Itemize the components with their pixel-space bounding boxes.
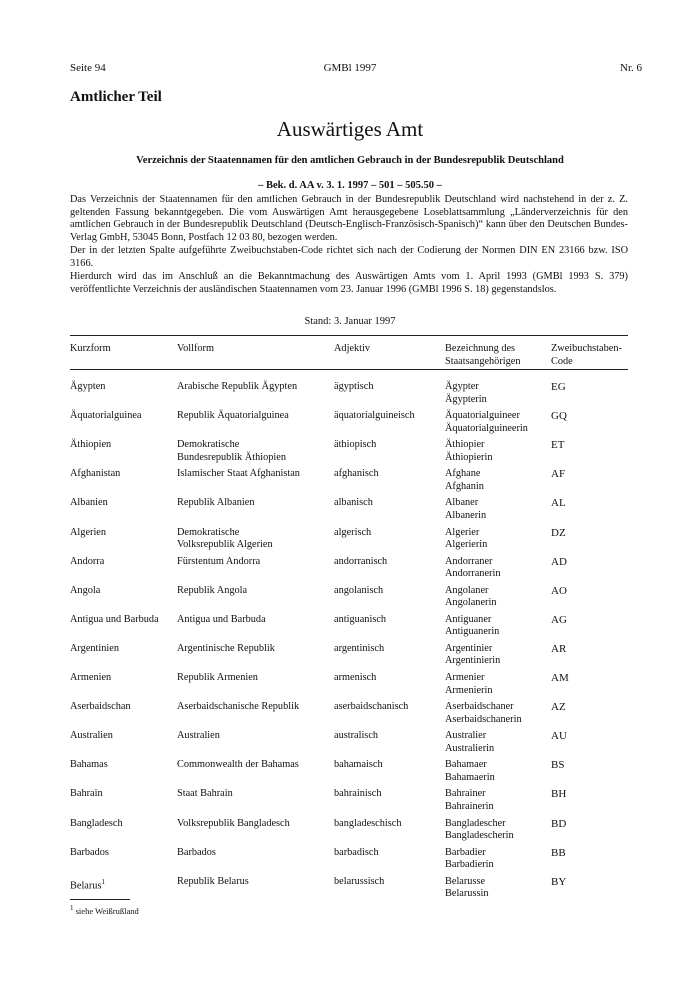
cell-code: BD [551,817,567,830]
cell-staatsangehoerige: Argentinier Argentinierin [445,642,501,667]
table-header-rule [70,369,628,370]
cell-kurzform: Argentinien [70,642,119,654]
cell-vollform: Republik Albanien [177,497,255,509]
cell-adjektiv: angolanisch [334,584,384,596]
cell-vollform: Staat Bahrain [177,788,233,800]
cell-kurzform: Bangladesch [70,817,123,829]
table-row [0,527,700,555]
cell-adjektiv: antiguanisch [334,613,387,625]
table-row [0,788,700,816]
column-header-kurzform: Kurzform [70,343,111,354]
table-top-rule [70,335,628,336]
cell-code: AZ [551,701,566,714]
column-header-adjektiv: Adjektiv [334,343,371,354]
cell-staatsangehoerige: Ägypter Ägypterin [445,381,487,405]
column-header-staatsangehoerige: Bezeichnung des Staatsangehörigen [445,343,521,367]
cell-adjektiv: armenisch [334,672,377,683]
code-paragraph: Der in der letzten Spalte aufgeführte Zweibuchstaben-Code richtet sich nach der Codierung der Normen DIN EN 23166 bzw. ISO 3166. [70,245,628,269]
cell-code: BS [551,759,565,772]
cell-adjektiv: bangladeschisch [334,817,402,829]
cell-adjektiv: ägyptisch [334,381,374,392]
cell-vollform: Antigua und Barbuda [177,613,266,625]
table-row [0,759,700,787]
cell-adjektiv: australisch [334,730,379,742]
cell-adjektiv: äthiopisch [334,439,377,451]
cell-vollform: Arabische Republik Ägypten [177,381,298,392]
cell-adjektiv: aserbaidschanisch [334,701,409,713]
cell-staatsangehoerige: Angolaner Angolanerin [445,584,497,609]
cell-staatsangehoerige: Äquatorialguineer Äquatorialguineerin [445,410,528,434]
cell-code: AL [551,497,566,510]
cell-staatsangehoerige: Antiguaner Antiguanerin [445,613,500,638]
intro-paragraph: Das Verzeichnis der Staatennamen für den amtlichen Gebrauch in der Bundesrepublik Deutschland wird nachstehend in der z. Z. geltenden Fassung bekanntgegeben. Die vom Auswärtigen Amt herausgegebene Loseblattsammlung „Länderverzeichnis für den amtlichen Gebrauch in der Bundesrepublik Deutschland (Deutsch-Englisch-Französisch-Spanisch)“ kann über den Deutschen Bundes-Verlag GmbH, 53045 Bonn, Postfach 12 03 80, bezogen werden. [70,194,628,243]
table-row [0,410,700,438]
cell-vollform: Australien [177,730,220,742]
cell-kurzform: Andorra [70,555,105,567]
cell-kurzform: Algerien [70,526,107,538]
cell-staatsangehoerige: Bahrainer Bahrainerin [445,788,494,812]
table-row [0,497,700,525]
cell-code: AM [551,672,569,684]
cell-code: AO [551,584,567,597]
cell-adjektiv: argentinisch [334,642,385,654]
cell-adjektiv: algerisch [334,526,372,538]
cell-kurzform: Armenien [70,672,112,683]
cell-code: AG [551,613,567,626]
cell-vollform: Demokratische Volksrepublik Algerien [177,526,273,550]
cell-vollform: Argentinische Republik [177,642,275,654]
cell-staatsangehoerige: Bangladescher Bangladescherin [445,817,514,841]
issue-number: Nr. 6 [620,62,642,74]
column-header-code: Zweibuchstaben- Code [551,343,622,367]
cell-vollform: Republik Belarus [177,875,249,887]
table-row [0,643,700,671]
cell-staatsangehoerige: Aserbaidschaner Aserbaidschanerin [445,701,522,725]
cell-vollform: Islamischer Staat Afghanistan [177,468,300,480]
page-title: Auswärtiges Amt [276,117,424,141]
cell-adjektiv: afghanisch [334,468,379,480]
cell-vollform: Volksrepublik Bangladesch [177,817,290,829]
cell-code: BY [551,875,567,888]
cell-code: BB [551,846,566,859]
cell-vollform: Republik Äquatorialguinea [177,410,289,422]
table-row [0,614,700,642]
cell-vollform: Aserbaidschanische Republik [177,701,300,713]
cell-staatsangehoerige: Belarusse Belarussin [445,875,489,900]
cell-staatsangehoerige: Afghane Afghanin [445,468,484,492]
cell-kurzform: Aserbaidschan [70,701,131,713]
footnote: $^1$ siehe Weißrußland [70,904,139,916]
table-row [0,585,700,613]
table-row [0,847,700,875]
cell-adjektiv: andorranisch [334,555,388,567]
page-number: Seite 94 [70,62,106,74]
cell-kurzform: Antigua und Barbuda [70,613,159,625]
cell-adjektiv: bahamaisch [334,759,383,771]
footnote-marker: 1 [101,877,105,886]
cell-code: DZ [551,526,566,539]
section-heading: Amtlicher Teil [70,89,162,105]
cell-code: EG [551,381,566,393]
cell-vollform: Barbados [177,846,216,858]
cell-kurzform: Barbados [70,846,109,858]
cell-kurzform: Äquatorialguinea [70,410,142,422]
cell-staatsangehoerige: Albaner Albanerin [445,497,487,521]
cell-kurzform: Belarus$^1$ [70,877,105,892]
cell-adjektiv: belarussisch [334,875,385,887]
cell-staatsangehoerige: Andorraner Andorranerin [445,555,501,580]
publication-name: GMBl 1997 [323,62,377,74]
cell-staatsangehoerige: Armenier Armenierin [445,672,493,696]
cell-kurzform: Angola [70,584,101,596]
cell-code: AU [551,730,567,743]
status-date: Stand: 3. Januar 1997 [304,316,396,327]
supersede-paragraph: Hierdurch wird das im Anschluß an die Bekanntmachung des Auswärtigen Amts vom 1. April 1993 (GMBl 1993 S. 379) veröffentlichte Verzeichnis der ausländischen Staatennamen vom 23. Januar 1996 (GMBl 1996 S. 18) gegenstandslos. [70,271,628,295]
cell-code: AF [551,468,566,481]
cell-adjektiv: äquatorialguineisch [334,410,415,422]
cell-adjektiv: albanisch [334,497,373,509]
cell-vollform: Republik Armenien [177,672,258,683]
cell-code: AR [551,642,567,655]
table-row [0,730,700,758]
cell-staatsangehoerige: Äthiopier Äthiopierin [445,439,493,463]
announcement-reference: – Bek. d. AA v. 3. 1. 1997 – 501 – 505.50 – [258,180,442,191]
table-row [0,439,700,467]
cell-code: ET [551,439,565,452]
cell-kurzform: Äthiopien [70,439,112,451]
cell-staatsangehoerige: Barbadier Barbadierin [445,846,494,871]
table-row [0,818,700,846]
cell-kurzform: Albanien [70,497,108,509]
cell-kurzform: Bahamas [70,759,108,771]
cell-vollform: Demokratische Bundesrepublik Äthiopien [177,439,286,463]
cell-code: GQ [551,410,567,423]
cell-kurzform: Afghanistan [70,468,121,480]
cell-vollform: Commonwealth der Bahamas [177,759,299,771]
table-row [0,672,700,700]
cell-kurzform: Australien [70,730,113,742]
cell-vollform: Republik Angola [177,584,248,596]
cell-staatsangehoerige: Australier Australierin [445,730,495,754]
document-subtitle: Verzeichnis der Staatennamen für den amtlichen Gebrauch in der Bundesrepublik Deutschland [136,155,564,166]
cell-kurzform: Bahrain [70,788,103,800]
cell-staatsangehoerige: Bahamaer Bahamaerin [445,759,495,783]
cell-adjektiv: barbadisch [334,846,379,858]
table-row [0,468,700,496]
cell-vollform: Fürstentum Andorra [177,555,261,567]
footnote-rule [70,899,130,900]
table-row [0,701,700,729]
cell-kurzform: Ägypten [70,381,106,392]
cell-code: AD [551,555,567,568]
column-header-vollform: Vollform [177,343,214,354]
cell-staatsangehoerige: Algerier Algerierin [445,526,488,550]
cell-code: BH [551,788,567,801]
table-row [0,556,700,584]
table-row [0,381,700,409]
cell-adjektiv: bahrainisch [334,788,382,800]
